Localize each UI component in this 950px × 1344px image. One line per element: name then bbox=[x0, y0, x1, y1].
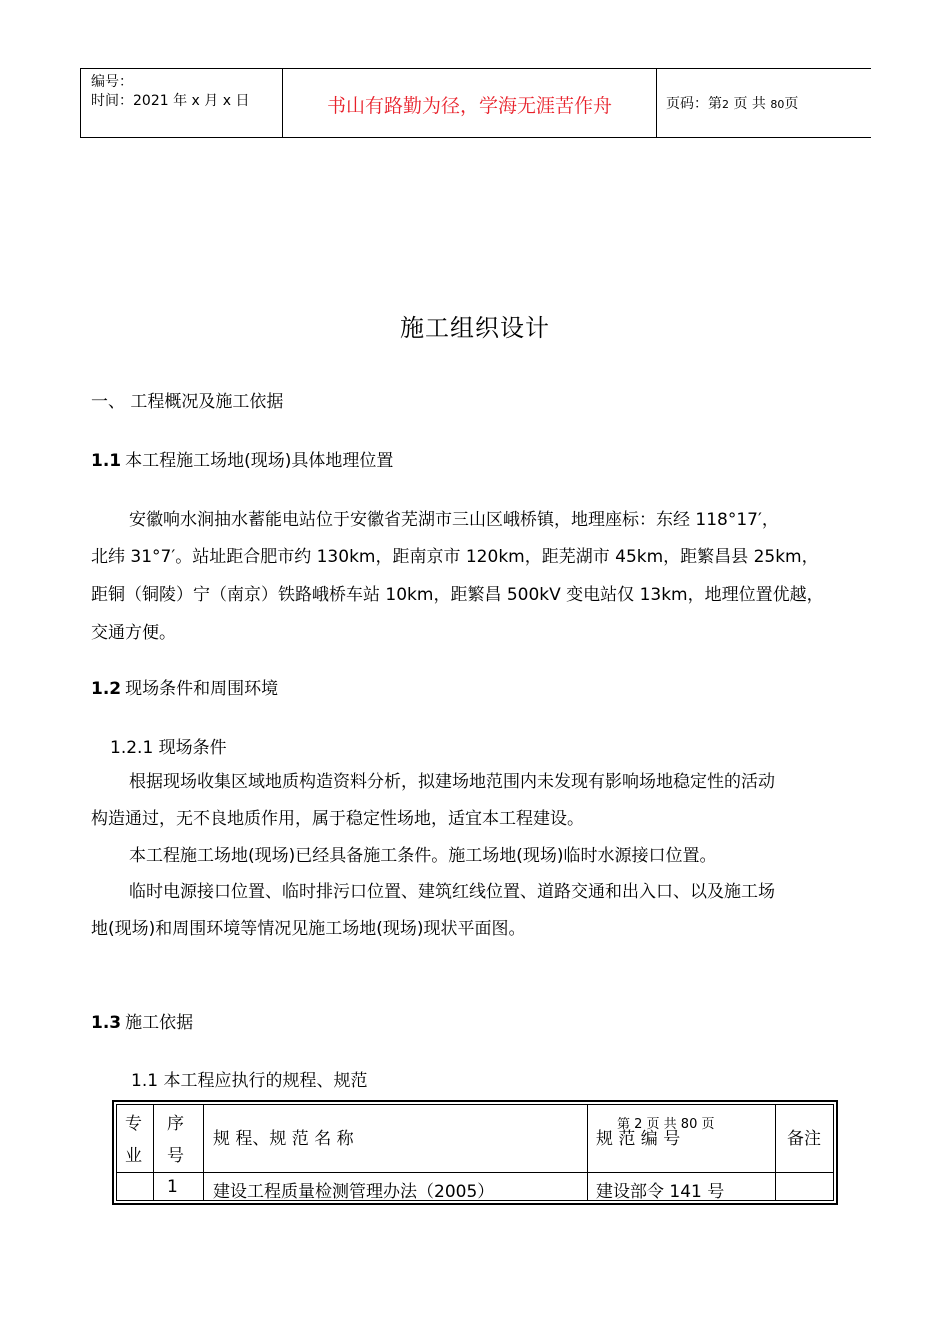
section-heading-1-1 bbox=[91, 446, 393, 471]
document-header bbox=[80, 68, 871, 138]
header-standard-name: 规 程、规 范 名 称 bbox=[213, 1129, 354, 1149]
paragraph-line: 地(现场)和周围环境等情况见施工场地(现场)现状平面图。 bbox=[91, 919, 526, 939]
section-heading-1-2 bbox=[91, 674, 278, 699]
page-suffix: 页 bbox=[784, 96, 799, 112]
table-grid bbox=[116, 1104, 834, 1201]
paragraph-line: 北纬 31°7′。站址距合肥市约 130km，距南京市 120km，距芜湖市 45km，距繁昌县 25km， bbox=[91, 547, 819, 567]
section-heading-1: 一、 工程概况及施工依据 bbox=[91, 392, 284, 412]
page-total: 80 bbox=[770, 98, 785, 111]
table-row-divider bbox=[117, 1172, 833, 1173]
section-title: 本工程施工场地(现场)具体地理位置 bbox=[125, 451, 394, 471]
table-row-seq: 1 bbox=[167, 1177, 178, 1197]
document-number-label: 编号： bbox=[91, 74, 133, 90]
header-seq-line1: 序 bbox=[167, 1114, 184, 1134]
motto-text: 书山有路勤为径，学海无涯苦作舟 bbox=[326, 95, 612, 117]
section-title: 施工依据 bbox=[125, 1013, 194, 1033]
section-number: 1.2 bbox=[91, 679, 122, 699]
page-title: 施工组织设计 bbox=[400, 314, 550, 342]
header-motto-cell bbox=[283, 69, 657, 137]
subsection-heading-1-2-1: 1.2.1 现场条件 bbox=[110, 738, 227, 758]
page-current: 2 bbox=[722, 98, 729, 111]
header-standard-code: 规 范 编 号 bbox=[596, 1129, 681, 1149]
section-heading-1-3 bbox=[91, 1008, 193, 1033]
page-footer-text: 第 2 页 共 80 页 bbox=[617, 1117, 715, 1132]
header-major-line2: 业 bbox=[125, 1146, 142, 1166]
header-page-cell bbox=[657, 69, 871, 137]
table-column-divider bbox=[587, 1105, 588, 1200]
paragraph-line: 安徽响水涧抽水蓄能电站位于安徽省芜湖市三山区峨桥镇，地理座标：东经 118°17′， bbox=[129, 510, 779, 530]
standards-table bbox=[112, 1100, 838, 1205]
paragraph-line: 根据现场收集区域地质构造资料分析，拟建场地范围内未发现有影响场地稳定性的活动 bbox=[129, 772, 775, 792]
document-date: 时间：2021 年 x 月 x 日 bbox=[91, 93, 250, 109]
paragraph-line: 距铜（铜陵）宁（南京）铁路峨桥车站 10km，距繁昌 500kV 变电站仅 13km，地理位置优越， bbox=[91, 585, 824, 605]
paragraph-line: 构造通过，无不良地质作用，属于稳定性场地，适宜本工程建设。 bbox=[91, 809, 584, 829]
paragraph-line: 临时电源接口位置、临时排污口位置、建筑红线位置、道路交通和出入口、以及施工场 bbox=[129, 882, 775, 902]
table-column-divider bbox=[203, 1105, 204, 1200]
paragraph-line: 交通方便。 bbox=[91, 623, 176, 643]
header-major-line1: 专 bbox=[125, 1114, 142, 1134]
section-number: 1.3 bbox=[91, 1013, 122, 1033]
page-code bbox=[666, 93, 798, 113]
page-mid: 页 共 bbox=[733, 96, 766, 112]
header-remark: 备注 bbox=[787, 1129, 821, 1149]
subsection-heading-1-1: 1.1 本工程应执行的规程、规范 bbox=[131, 1071, 368, 1091]
table-row-code: 建设部令 141 号 bbox=[596, 1182, 725, 1202]
table-column-divider bbox=[775, 1105, 776, 1200]
section-title: 现场条件和周围环境 bbox=[125, 679, 279, 699]
header-seq-line2: 号 bbox=[167, 1146, 184, 1166]
header-meta-cell bbox=[81, 69, 283, 137]
section-number: 1.1 bbox=[91, 451, 122, 471]
page-prefix: 页码：第 bbox=[666, 96, 722, 112]
paragraph-line: 本工程施工场地(现场)已经具备施工条件。施工场地(现场)临时水源接口位置。 bbox=[129, 846, 717, 866]
table-row-name: 建设工程质量检测管理办法（2005） bbox=[213, 1182, 495, 1202]
table-column-divider bbox=[153, 1105, 154, 1200]
